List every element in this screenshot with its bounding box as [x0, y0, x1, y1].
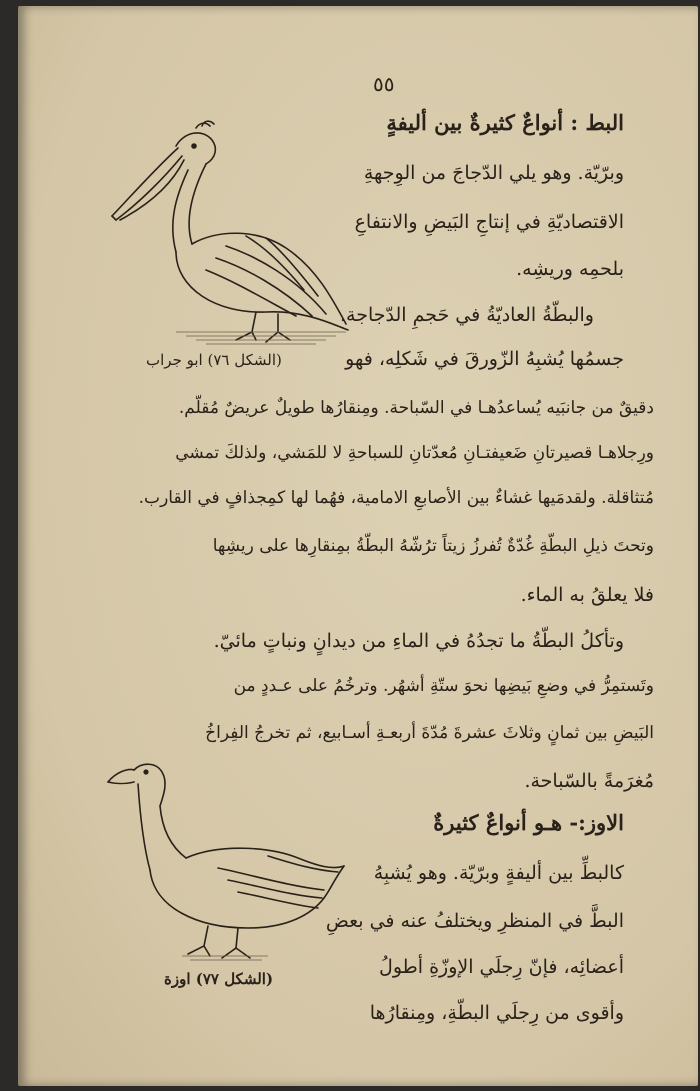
goose-line-5: وأقوى من رِجلَي البطّةِ، ومِنقارُها [369, 1002, 624, 1024]
pelican-illustration [106, 118, 356, 358]
pelican-caption: (الشكل ٧٦) ابو جراب [146, 351, 282, 369]
duck-line-3: الاقتصاديّةِ في إنتاجِ البَيضِ والانتفاعِ [354, 211, 624, 233]
duck-full-line-4: وتحتَ ذيلِ البطّةِ غُدّةٌ تُفرزُ زيتاً ترُشّهُ البطّةُ بمِنقارِها على ريشِها [212, 536, 654, 556]
goose-line-3: البطَّ في المنظرِ ويختلفُ عنه في بعضِ [325, 910, 624, 932]
page-number: ٥٥ [373, 72, 395, 96]
duck-line-1: البط : أنواعٌ كثيرةٌ بين أليفةٍ [386, 110, 624, 135]
duck-line-6: جسمُها يُشبِهُ الزّورقَ في شَكلِه، فهو [345, 348, 624, 370]
duck-line-4: بلحمِه وريشِه. [516, 258, 624, 280]
duck-line-5: والبطّةُ العاديّةُ في حَجمِ الدّجاجة. [340, 304, 594, 326]
duck-full-line-6: وتأكلُ البطّةُ ما تجدُهُ في الماءِ من ديدانٍ ونباتٍ مائيّ. [213, 630, 624, 652]
duck-line-2: وبرّيّة. وهو يلي الدّجاجَ من الوِجهةِ [363, 162, 624, 184]
goose-line-2: كالبطِّ بين أليفةٍ وبرّيّة. وهو يُشبِهُ [373, 862, 624, 884]
duck-full-line-7: وتَستمِرُّ في وضعِ بَيضِها نحوَ ستّةِ أشهُر. وترخُمُ على عـددٍ من [233, 676, 654, 696]
goose-caption: (الشكل ٧٧) اوزة [164, 970, 274, 988]
duck-full-line-5: فلا يعلقُ به الماء. [520, 584, 654, 606]
goose-line-1: الاوز:- هـو أنواعٌ كثيرةٌ [433, 810, 624, 835]
duck-full-line-9: مُغرَمةً بالسّباحة. [524, 770, 654, 792]
duck-full-line-1: دقيقٌ من جانبَيه يُساعدُهـا في السّباحة. ومِنقارُها طويلٌ عريضٌ مُقلّم. [178, 398, 654, 418]
duck-full-line-8: البَيضِ بين ثمانٍ وثلاثَ عشرةَ مُدّةَ أربعـةِ أسـابيع، ثم تخرجُ الفِراخُ [205, 723, 654, 743]
goose-illustration [98, 758, 348, 968]
duck-full-line-2: ورِجلاهـا قصيرتانِ ضَعيفتـانِ مُعدّتانِ للسباحةِ لا للمَشي، ولذلكَ تمشي [175, 443, 654, 463]
goose-line-4: أعضائِه، فإنّ رِجلَي الإوزّةِ أطولُ [379, 956, 624, 978]
duck-full-line-3: مُتثاقلة. ولقدمَيها غشاءٌ بين الأصابعِ الامامية، فهُما لها كمِجذافٍ في القارب. [138, 488, 654, 508]
book-page [18, 6, 698, 1086]
